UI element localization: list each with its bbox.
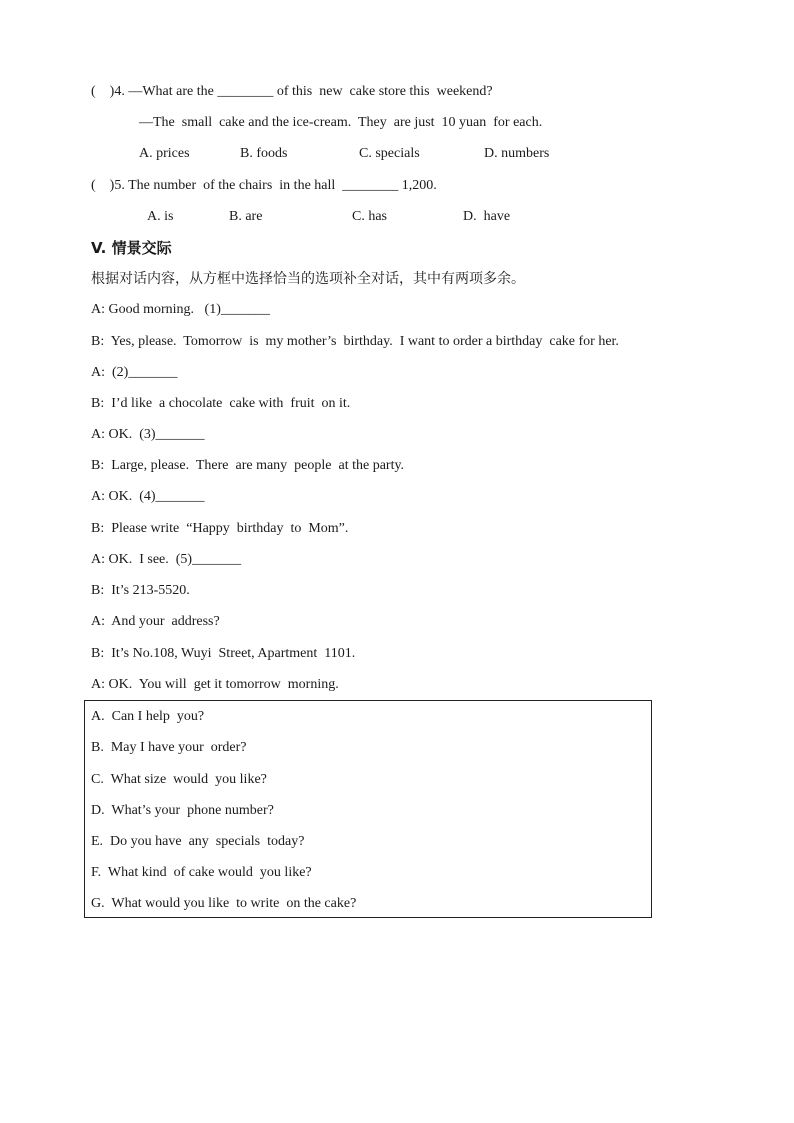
dialogue-line-13: A: OK. You will get it tomorrow morning. [91, 677, 339, 692]
question-5-choice-c: C. has [352, 209, 387, 224]
dialogue-line-2: B: Yes, please. Tomorrow is my mother’s birthday. I want to order a birthday cake for her. [91, 334, 619, 349]
question-5-choice-a: A. is [147, 209, 174, 224]
question-5-stem: ( )5. The number of the chairs in the hall ________ 1,200. [91, 178, 437, 193]
section-title: V. 情景交际 [91, 239, 172, 257]
option-b: B. May I have your order? [91, 740, 247, 755]
dialogue-line-6: B: Large, please. There are many people at the party. [91, 458, 405, 473]
option-c: C. What size would you like? [91, 772, 267, 787]
dialogue-line-1: A: Good morning. (1)_______ [91, 302, 270, 317]
option-e: E. Do you have any specials today? [91, 834, 305, 849]
dialogue-line-10: B: It’s 213-5520. [91, 583, 190, 598]
option-d: D. What’s your phone number? [91, 803, 274, 818]
question-4-followup: —The small cake and the ice-cream. They are just 10 yuan for each. [139, 115, 543, 130]
dialogue-line-12: B: It’s No.108, Wuyi Street, Apartment 1101. [91, 646, 356, 661]
dialogue-line-11: A: And your address? [91, 614, 220, 629]
question-4-choice-a: A. prices [139, 146, 190, 161]
dialogue-line-7: A: OK. (4)_______ [91, 489, 205, 504]
dialogue-line-4: B: I’d like a chocolate cake with fruit on it. [91, 396, 351, 411]
dialogue-line-5: A: OK. (3)_______ [91, 427, 205, 442]
section-instruction: 根据对话内容，从方框中选择恰当的选项补全对话，其中有两项多余。 [91, 271, 525, 287]
dialogue-line-9: A: OK. I see. (5)_______ [91, 552, 242, 567]
option-f: F. What kind of cake would you like? [91, 865, 312, 880]
question-4-choice-c: C. specials [359, 146, 420, 161]
question-4-stem: ( )4. —What are the ________ of this new cake store this weekend? [91, 84, 493, 99]
question-4-choice-b: B. foods [240, 146, 288, 161]
option-a: A. Can I help you? [91, 709, 205, 724]
dialogue-line-8: B: Please write “Happy birthday to Mom”. [91, 521, 349, 536]
question-5-choice-b: B. are [229, 209, 263, 224]
option-box [84, 700, 652, 918]
dialogue-line-3: A: (2)_______ [91, 365, 178, 380]
question-4-choice-d: D. numbers [484, 146, 550, 161]
question-5-choice-d: D. have [463, 209, 511, 224]
option-g: G. What would you like to write on the cake? [91, 896, 357, 911]
